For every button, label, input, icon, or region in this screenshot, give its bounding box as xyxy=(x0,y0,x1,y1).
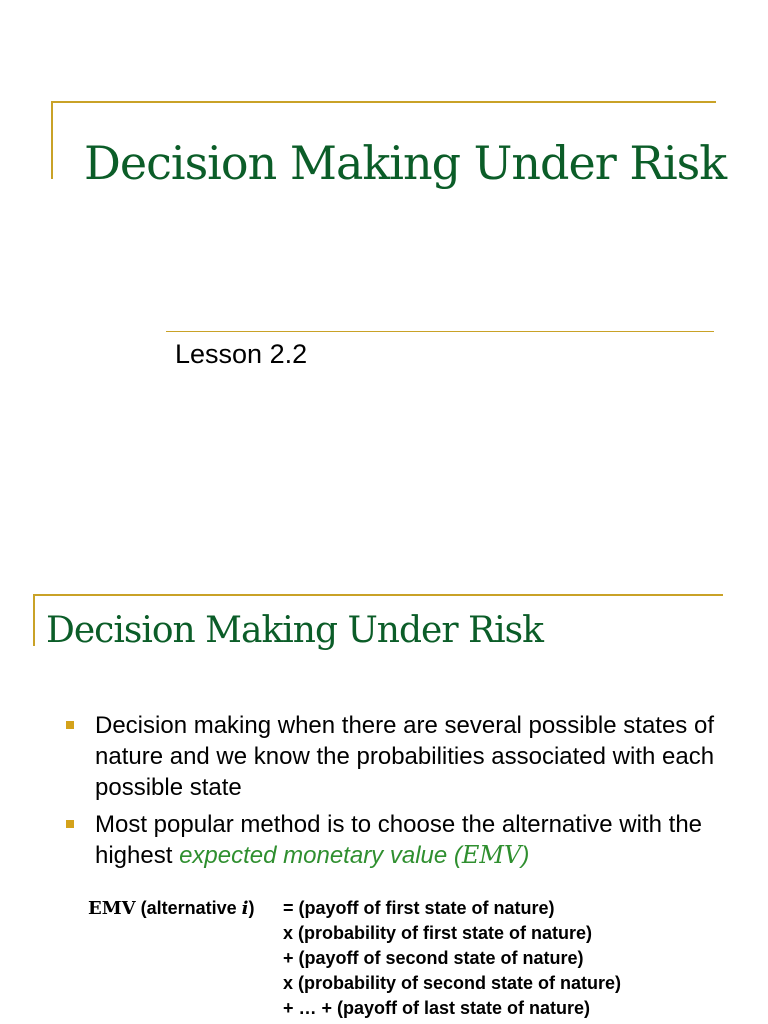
title-frame-left-rule xyxy=(51,101,53,179)
square-bullet-icon xyxy=(66,820,74,828)
content-frame-left-rule xyxy=(33,594,35,646)
formula-line: + (payoff of second state of nature) xyxy=(283,948,584,968)
formula-line: x (probability of second state of nature) xyxy=(283,973,622,993)
bullet-item xyxy=(66,710,726,803)
bullet-text: Most popular method is to choose the alternative with the highest xyxy=(95,811,703,869)
bullet-text: Decision making when there are several possible states of nature and we know the probabilities associated with each possible state xyxy=(95,712,715,801)
emv-emphasis-abbrev: EMV xyxy=(461,841,522,869)
emv-emphasis-close: ) xyxy=(521,842,530,869)
content-frame-top-rule xyxy=(33,594,723,596)
emv-emphasis xyxy=(179,842,529,869)
emv-emphasis-text: expected monetary value ( xyxy=(179,842,462,869)
formula-line: x (probability of first state of nature) xyxy=(283,923,593,943)
slide-subtitle: Lesson 2.2 xyxy=(175,339,308,369)
formula-lhs-mid: (alternative xyxy=(135,898,242,918)
slide-title: Decision Making Under Risk xyxy=(84,136,727,190)
formula-lhs-close: ) xyxy=(248,898,255,918)
formula-line: = (payoff of first state of nature) xyxy=(283,898,555,918)
formula-lhs xyxy=(88,896,255,921)
bullet-item xyxy=(66,809,726,871)
formula-lhs-var: i xyxy=(241,898,249,919)
formula-line: + … + (payoff of last state of nature) xyxy=(283,998,591,1018)
square-bullet-icon xyxy=(66,721,74,729)
title-frame-top-rule xyxy=(51,101,716,103)
content-slide-title: Decision Making Under Risk xyxy=(46,610,543,651)
subtitle-rule xyxy=(166,331,714,332)
content-slide xyxy=(0,560,768,1024)
bullet-list xyxy=(66,710,726,877)
formula-lhs-abbrev: EMV xyxy=(88,898,136,919)
